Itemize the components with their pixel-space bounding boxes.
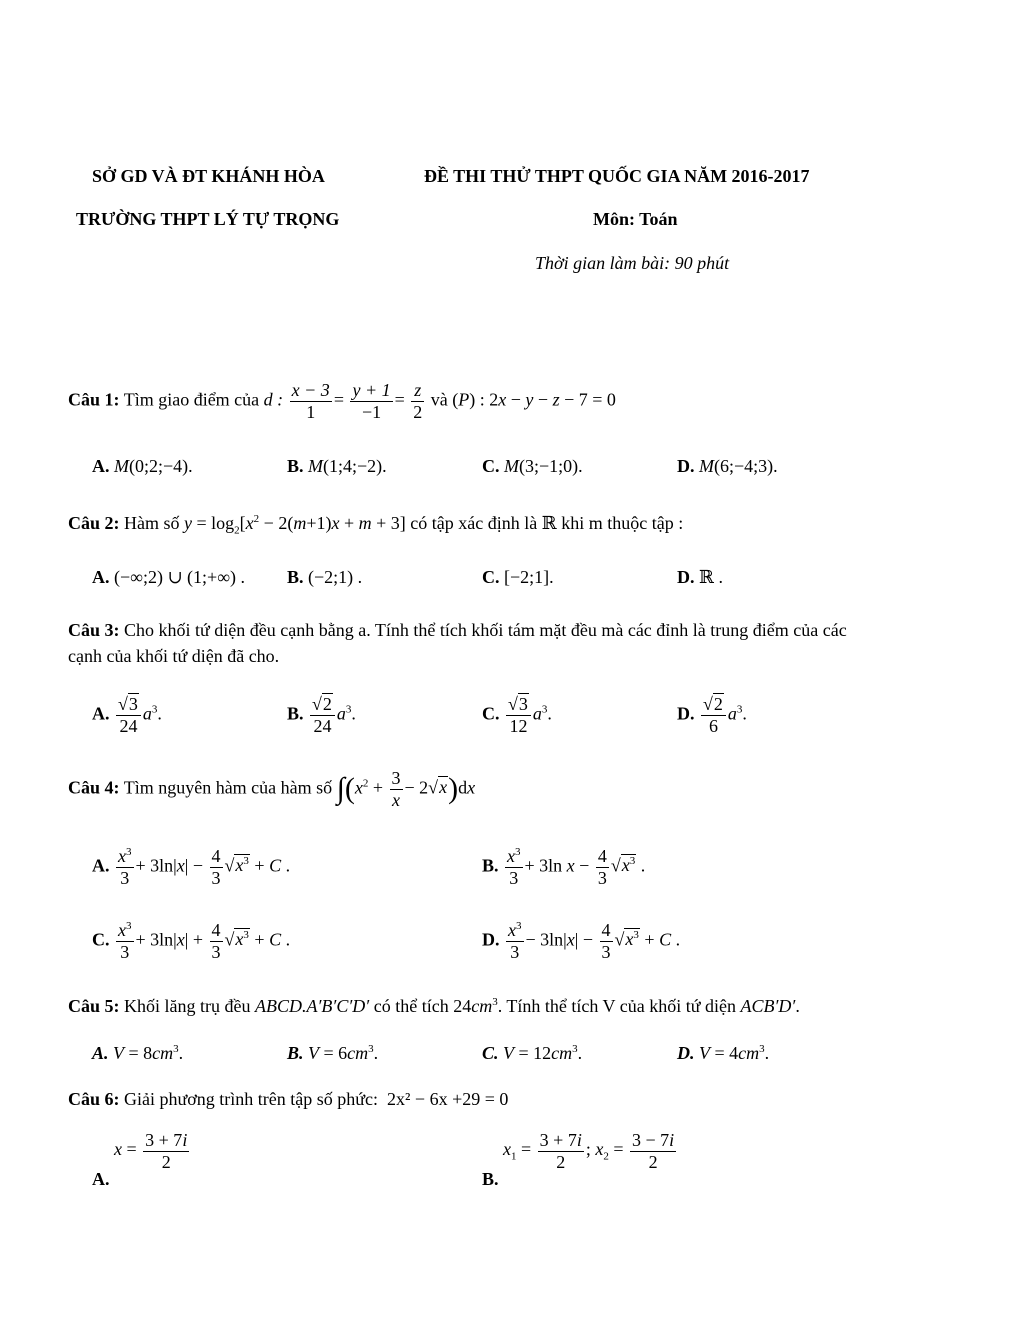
question-text-and: và [430, 389, 448, 410]
q2-option-d[interactable]: D. ℝ . [677, 567, 723, 587]
q6-option-a[interactable]: A. x = $\frac{3 + 7i}{2}$ [92, 1130, 188, 1190]
q6-option-b[interactable]: B. $x_1$ = $\frac{3 + 7i}{2}$ ; $x_2$ = $\frac{3 - 7i}{2}$ [482, 1130, 675, 1190]
q1-option-d[interactable]: D. M(6;−4;3). [677, 456, 778, 476]
q2-option-b[interactable]: B. (−2;1) . [287, 567, 363, 587]
q3-option-c[interactable]: C. $\frac{√3}{12}$ $a^3$. [482, 694, 552, 736]
exam-title: ĐỀ THI THỬ THPT QUỐC GIA NĂM 2016-2017 [424, 166, 810, 186]
q1-option-a[interactable]: A. M(0;2;−4). [92, 456, 193, 476]
q5-option-a[interactable]: A. $V = 8cm^3$. [92, 1043, 184, 1063]
q4-option-a[interactable]: A. $\frac{x^3}{3}$ + 3ln|x| − $\frac{4}{3}$ $√x^3 + C$ . [92, 846, 291, 888]
school-name: TRƯỜNG THPT LÝ TỰ TRỌNG [76, 209, 340, 229]
question-6: Câu 6: Giải phương trình trên tập số phức: 2x² − 6x +29 = 0 [68, 1089, 509, 1109]
question-2: Câu 2: Hàm số $y = \log_2[x^2 - 2(m+1)x + m + 3]$ có tập xác định là ℝ khi m thuộc tập : [68, 513, 684, 537]
q4-option-c[interactable]: C. $\frac{x^3}{3}$ + 3ln|x| + $\frac{4}{3}$ $√x^3 + C$ . [92, 920, 291, 962]
q5-option-c[interactable]: C. $V = 12cm^3$. [482, 1043, 583, 1063]
question-1: Câu 1: Tìm giao điểm của d : $\frac{x - 3}{1}$ = $\frac{y + 1}{-1}$ = $\frac{z}{2}$ và (P) : 2x − y − z − 7 = 0 [68, 380, 616, 422]
q3-option-a[interactable]: A. $\frac{√3}{24}$ $a^3$. [92, 694, 162, 736]
q1-option-c[interactable]: C. M(3;−1;0). [482, 456, 583, 476]
q5-option-b[interactable]: B. $V = 6cm^3$. [287, 1043, 379, 1063]
question-3: Câu 3: Cho khối tứ diện đều cạnh bằng a. Tính thể tích khối tám mặt đều mà các đỉnh là trung điểm của các [68, 620, 847, 640]
q3-option-d[interactable]: D. $\frac{√2}{6}$ $a^3$. [677, 694, 747, 736]
question-5: Câu 5: Khối lăng trụ đều ABCD.A′B′C′D′ có thể tích $24cm^3$. Tính thể tích V của khối tứ diện ACB′D′. [68, 996, 800, 1016]
question-label: Câu 1: [68, 389, 120, 410]
question-3-line2: cạnh của khối tứ diện đã cho. [68, 646, 280, 666]
q4-option-d[interactable]: D. $\frac{x^3}{3}$ − 3ln|x| − $\frac{4}{3}$ $√x^3 + C$ . [482, 920, 681, 962]
subject: Môn: Toán [593, 209, 678, 229]
school-department: SỞ GD VÀ ĐT KHÁNH HÒA [92, 166, 325, 186]
q4-option-b[interactable]: B. $\frac{x^3}{3}$ + 3ln x − $\frac{4}{3}$ $√x^3$ . [482, 846, 646, 888]
q5-option-d[interactable]: D. $V = 4cm^3$. [677, 1043, 770, 1063]
question-4: Câu 4: Tìm nguyên hàm của hàm số $\int(x^2$ + $\frac{3}{x}$ − 2√x)dx [68, 768, 476, 810]
q1-option-b[interactable]: B. M(1;4;−2). [287, 456, 387, 476]
question-text: Tìm giao điểm của [123, 389, 260, 410]
q3-option-b[interactable]: B. $\frac{√2}{24}$ $a^3$. [287, 694, 356, 736]
equation: 2x² − 6x +29 = 0 [387, 1089, 509, 1109]
exam-duration: Thời gian làm bài: 90 phút [535, 253, 730, 273]
q2-option-c[interactable]: C. [−2;1]. [482, 567, 554, 587]
q2-option-a[interactable]: A. (−∞;2) ∪ (1;+∞) . [92, 567, 246, 587]
